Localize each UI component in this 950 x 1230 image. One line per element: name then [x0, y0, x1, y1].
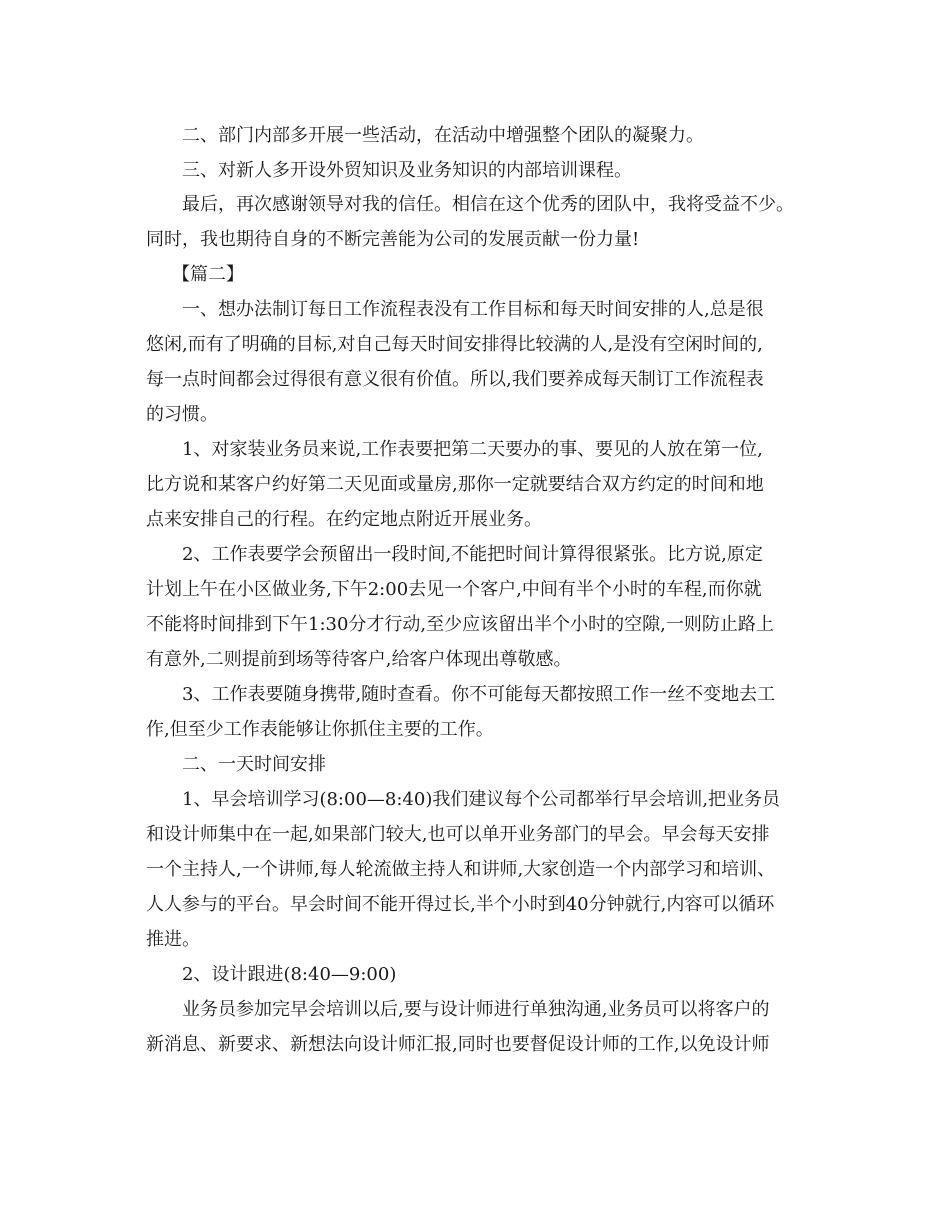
section-heading: 二、一天时间安排 [182, 754, 326, 775]
paragraph-line: 业务员参加完早会培训以后,要与设计师进行单独沟通,业务员可以将客户的 [182, 999, 770, 1020]
paragraph-line: 每一点时间都会过得很有意义很有价值。所以,我们要养成每天制订工作流程表 [146, 369, 764, 390]
paragraph-line: 和设计师集中在一起,如果部门较大,也可以单开业务部门的早会。早会每天安排 [146, 824, 770, 845]
paragraph-line: 作,但至少工作表能够让你抓住主要的工作。 [146, 719, 494, 740]
paragraph-line: 悠闲,而有了明确的目标,对自己每天时间安排得比较满的人,是没有空闲时间的, [146, 334, 763, 355]
paragraph-line: 二、部门内部多开展一些活动，在活动中增强整个团队的凝聚力。 [182, 125, 704, 146]
paragraph-line: 推进。 [146, 929, 200, 950]
paragraph-line: 新消息、新要求、新想法向设计师汇报,同时也要督促设计师的工作,以免设计师 [146, 1034, 770, 1055]
paragraph-line: 计划上午在小区做业务,下午2:00去见一个客户,中间有半个小时的车程,而你就 [146, 579, 762, 600]
paragraph-line: 不能将时间排到下午1:30分才行动,至少应该留出半个小时的空隙,一则防止路上 [146, 614, 774, 635]
paragraph-line: 一个主持人,一个讲师,每人轮流做主持人和讲师,大家创造一个内部学习和培训、 [146, 859, 776, 880]
paragraph-line: 最后，再次感谢领导对我的信任。相信在这个优秀的团队中，我将受益不少。 [182, 194, 794, 215]
section-heading: 【篇二】 [172, 264, 244, 285]
paragraph-line: 2、设计跟进(8:40—9:00) [182, 964, 397, 985]
paragraph-line: 的习惯。 [146, 404, 218, 425]
paragraph-line: 点来安排自己的行程。在约定地点附近开展业务。 [146, 509, 542, 530]
paragraph-line: 比方说和某客户约好第二天见面或量房,那你一定就要结合双方约定的时间和地 [146, 474, 764, 495]
paragraph-line: 人人参与的平台。早会时间不能开得过长,半个小时到40分钟就行,内容可以循环 [146, 894, 775, 915]
paragraph-line: 有意外,二则提前到场等待客户,给客户体现出尊敬感。 [146, 649, 572, 670]
paragraph-line: 三、对新人多开设外贸知识及业务知识的内部培训课程。 [182, 160, 632, 181]
paragraph-line: 2、工作表要学会预留出一段时间,不能把时间计算得很紧张。比方说,原定 [182, 544, 763, 565]
paragraph-line: 3、工作表要随身携带,随时查看。你不可能每天都按照工作一丝不变地去工 [182, 684, 776, 705]
paragraph-line: 1、对家装业务员来说,工作表要把第二天要办的事、要见的人放在第一位, [182, 439, 763, 460]
paragraph-line: 一、想办法制订每日工作流程表没有工作目标和每天时间安排的人,总是很 [182, 299, 764, 320]
paragraph-line: 同时，我也期待自身的不断完善能为公司的发展贡献一份力量! [146, 229, 640, 250]
paragraph-line: 1、早会培训学习(8:00—8:40)我们建议每个公司都举行早会培训,把业务员 [182, 789, 781, 810]
